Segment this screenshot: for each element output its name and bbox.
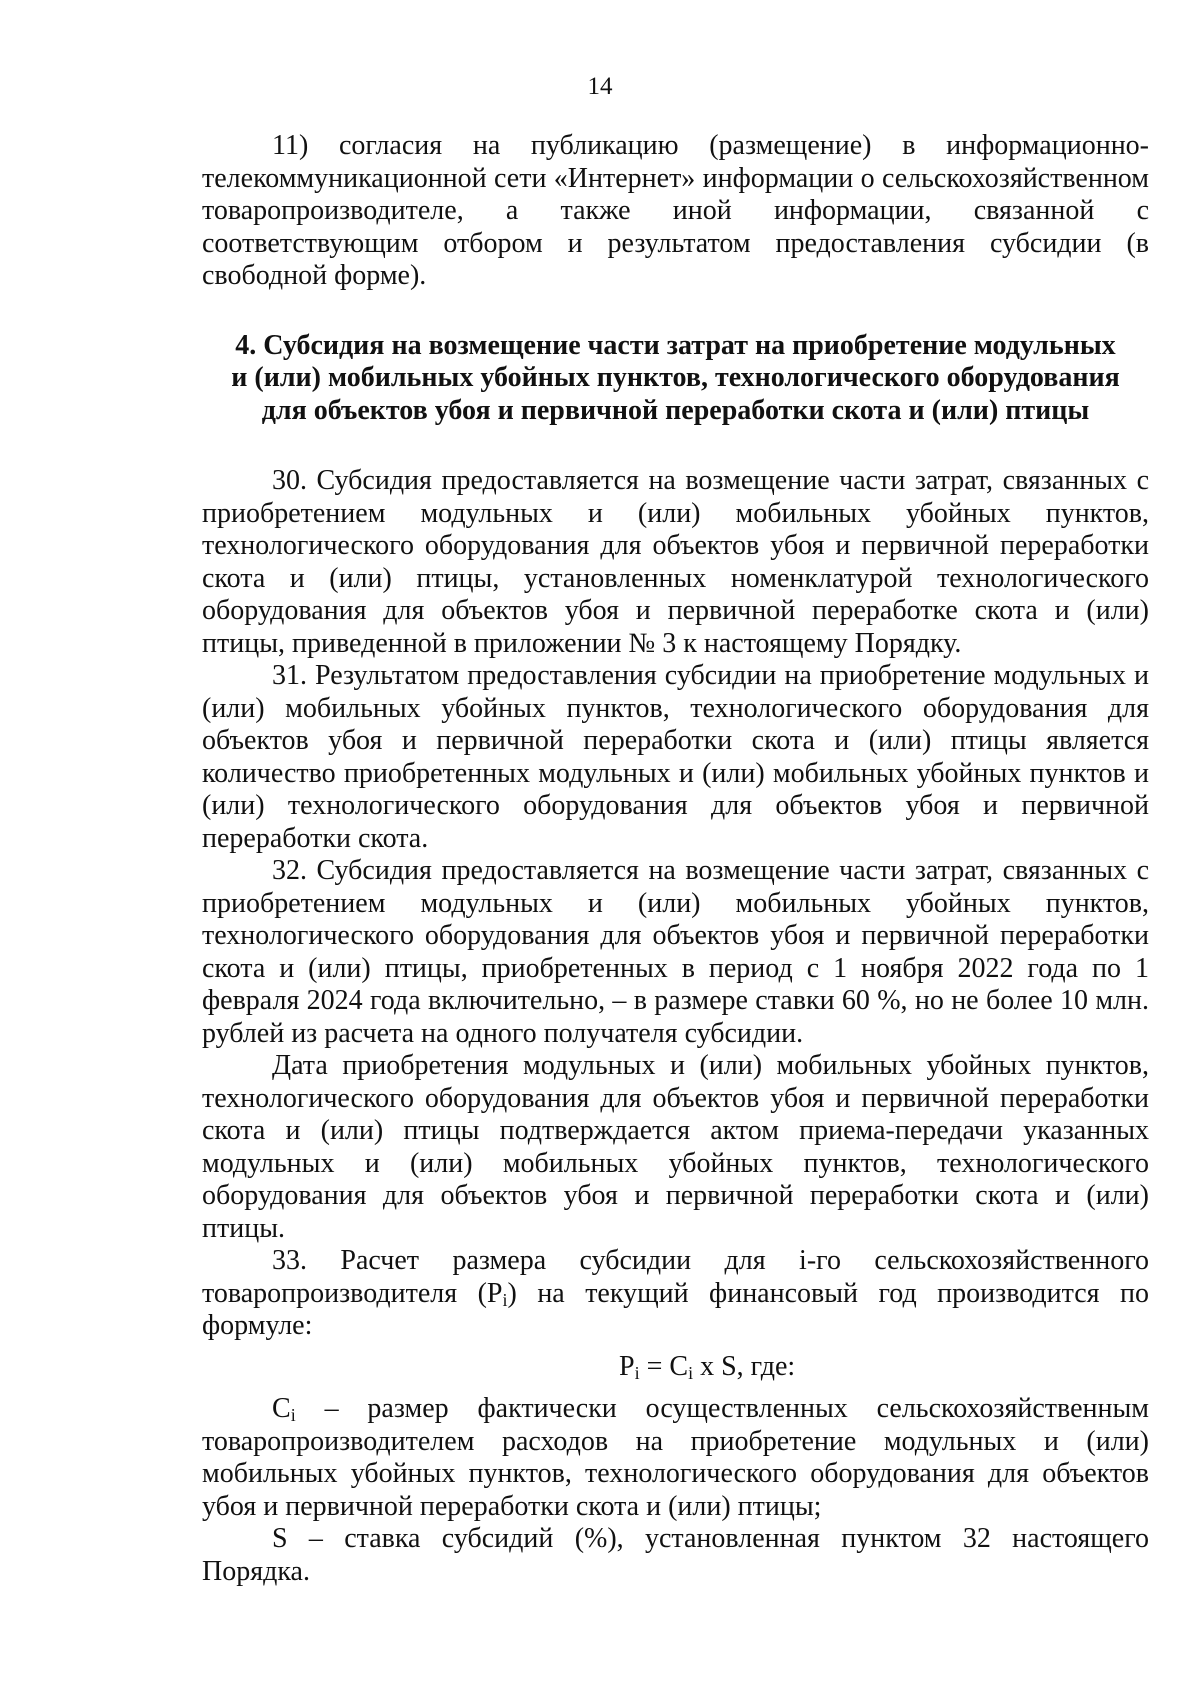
definition-ci — [202, 1393, 1149, 1523]
formula-rhs-subscript: i — [688, 1362, 694, 1383]
paragraph-33-text-after: ) на текущий финансовый год производится по формуле: — [202, 1277, 1150, 1341]
formula-lhs: P — [619, 1350, 635, 1382]
definition-ci-subscript: i — [290, 1405, 296, 1425]
paragraph-32-purchase-date: Дата приобретения модульных и (или) мобильных убойных пунктов, технологического оборудования для объектов убоя и первичной переработки скота и (или) птицы подтверждается актом приема-передачи указанных модульных и (или) мобильных убойных пунктов, технологического оборудования для объектов убоя и первичной переработки скота и (или) птицы. — [202, 1050, 1149, 1244]
paragraph-33 — [202, 1245, 1149, 1343]
item-11-paragraph: 11) согласия на публикацию (размещение) в информационно-телекоммуникационной сети «Интернет» информации о сельскохозяйственном товаропроизводителе, а также иной информации, связанной с соответствующим отбором и результатом предоставления субсидии (в свободной форме). — [202, 130, 1149, 291]
paragraph-32: 32. Субсидия предоставляется на возмещение части затрат, связанных с приобретением модульных и (или) мобильных убойных пунктов, технологического оборудования для объектов убоя и первичной переработки скота и (или) птицы, приобретенных в период с 1 ноября 2022 года по 1 февраля 2024 года включительно, – в размере ставки 60 %, но не более 10 млн. рублей из расчета на одного получателя субсидии. — [202, 855, 1149, 1049]
formula-equals: = C — [639, 1350, 689, 1382]
paragraph-31: 31. Результатом предоставления субсидии на приобретение модульных и (или) мобильных убойных пунктов, технологического оборудования для объектов убоя и первичной переработки скота и (или) птицы является количество приобретенных модульных и (или) мобильных убойных пунктов и (или) технологического оборудования для объектов убоя и первичной переработки скота. — [202, 660, 1149, 854]
paragraph-30: 30. Субсидия предоставляется на возмещение части затрат, связанных с приобретением модульных и (или) мобильных убойных пунктов, технологического оборудования для объектов убоя и первичной переработки скота и (или) птицы, установленных номенклатурой технологического оборудования для объектов убоя и первичной переработке скота и (или) птицы, приведенной в приложении № 3 к настоящему Порядку. — [202, 465, 1149, 659]
definition-s: S – ставка субсидий (%), установленная пунктом 32 настоящего Порядка. — [202, 1523, 1149, 1587]
formula-lhs-subscript: i — [634, 1362, 640, 1383]
document-body — [202, 130, 1149, 1588]
formula-rest: x S, где: — [693, 1350, 796, 1382]
subsidy-formula — [202, 1351, 1149, 1384]
paragraph-33-subscript: i — [502, 1289, 508, 1310]
section-4-heading-line-2: и (или) мобильных убойных пунктов, технологического оборудования — [231, 362, 1120, 393]
section-4-heading-line-3: для объектов убоя и первичной переработки скота и (или) птицы — [261, 394, 1090, 426]
paragraph-33-text-before: 33. Расчет размера субсидии для i-го сельскохозяйственного товаропроизводителя (P — [202, 1245, 1149, 1309]
definition-ci-text: – размер фактически осуществленных сельскохозяйственным товаропроизводителем расходов на приобретение модульных и (или) мобильных убойных пунктов, технологического оборудования для объектов убоя и первичной переработки скота и (или) птицы; — [202, 1393, 1149, 1522]
page-number: 14 — [587, 73, 613, 100]
definition-ci-symbol: C — [272, 1393, 291, 1424]
section-4-heading-line-1: 4. Субсидия на возмещение части затрат на приобретение модульных — [235, 329, 1116, 361]
section-4-heading — [202, 330, 1149, 428]
